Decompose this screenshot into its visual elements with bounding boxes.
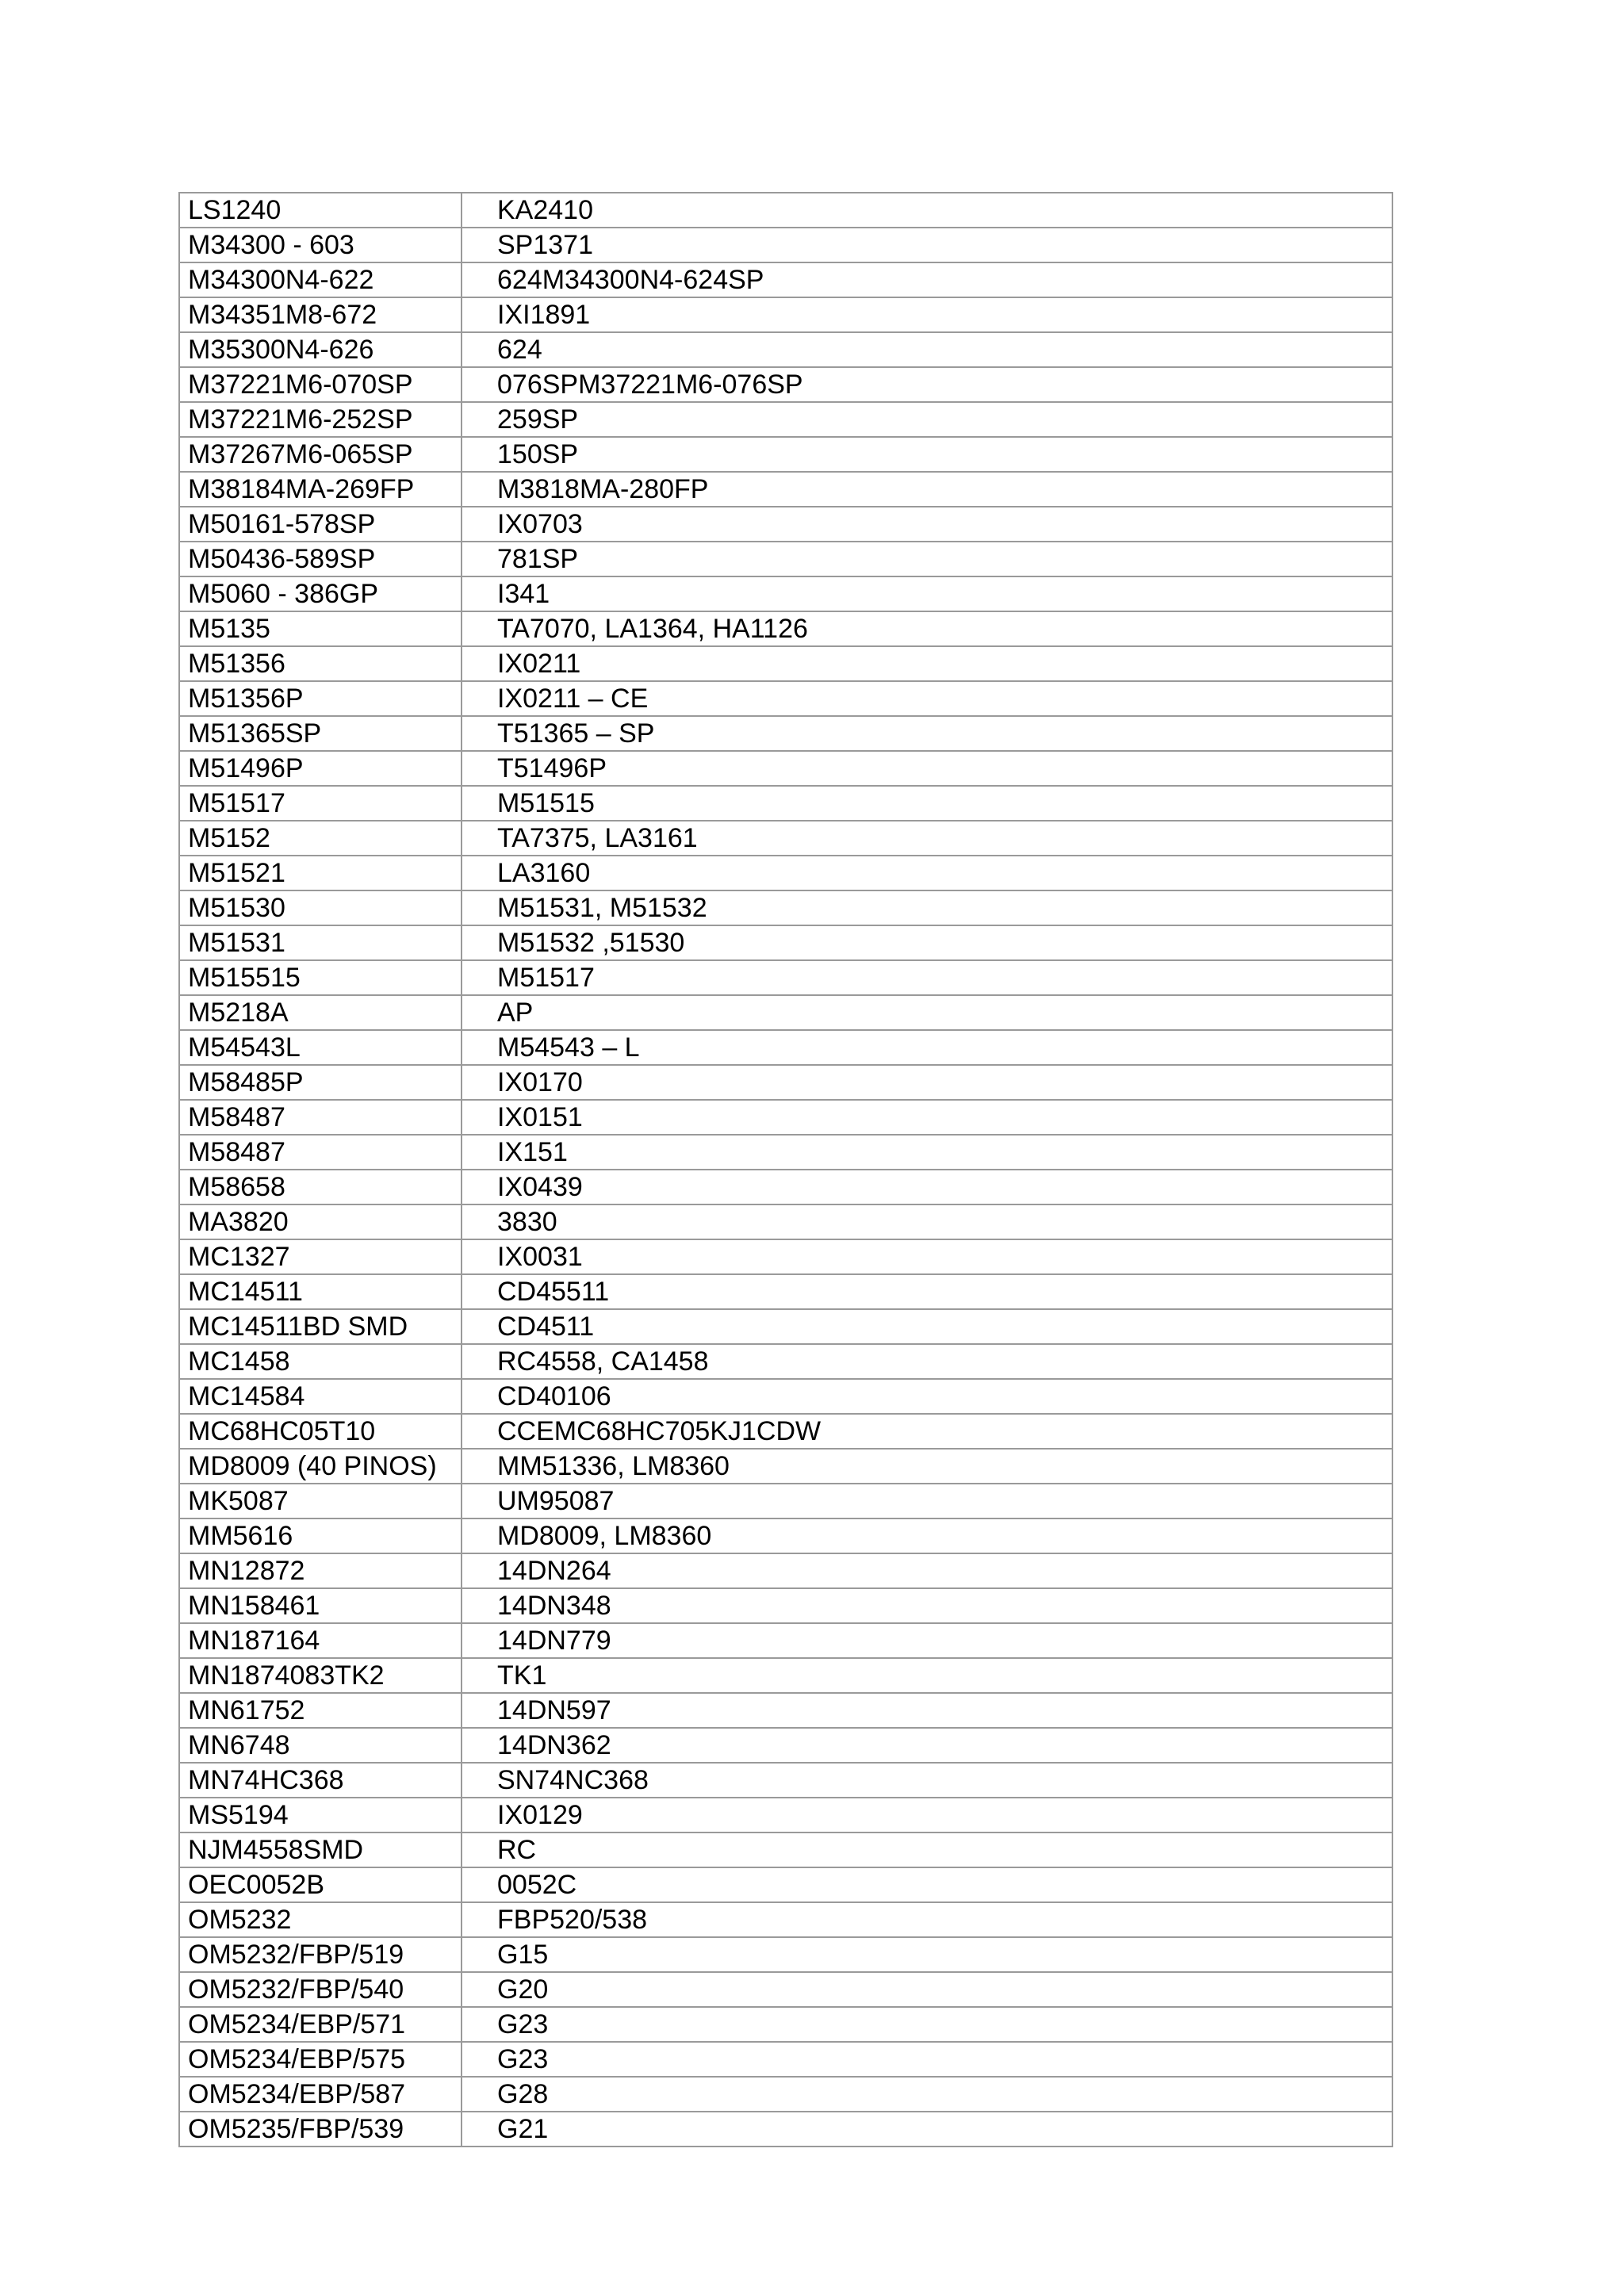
table-row [179,1518,1392,1553]
equivalent-cell: RC4558, CA1458 [462,1344,1392,1379]
equivalent-cell: RC [462,1833,1392,1867]
table-row [179,925,1392,960]
table-row [179,402,1392,437]
equivalent-cell: SN74NC368 [462,1763,1392,1798]
equivalent-cell: AP [462,995,1392,1030]
equivalent-cell: T51365 – SP [462,716,1392,751]
table-row [179,2112,1392,2147]
equivalent-cell: FBP520/538 [462,1902,1392,1937]
table-row [179,1693,1392,1728]
equivalent-cell: 259SP [462,402,1392,437]
equivalent-cell: M54543 – L [462,1030,1392,1065]
part-number-cell: M34300 - 603 [179,228,462,262]
table-row [179,472,1392,507]
equivalent-cell: I341 [462,576,1392,611]
part-number-cell: M51517 [179,786,462,821]
table-row [179,1239,1392,1274]
part-number-cell: OM5234/EBP/575 [179,2042,462,2077]
table-row [179,1204,1392,1239]
equivalent-cell: IX0703 [462,507,1392,542]
equivalent-cell: 624M34300N4-624SP [462,262,1392,297]
table-row [179,1728,1392,1763]
table-row [179,1553,1392,1588]
table-row [179,262,1392,297]
table-row [179,1344,1392,1379]
table-row [179,1763,1392,1798]
table-row [179,995,1392,1030]
part-number-cell: M35300N4-626 [179,332,462,367]
part-number-cell: M37221M6-070SP [179,367,462,402]
table-row [179,786,1392,821]
part-number-cell: OM5232 [179,1902,462,1937]
equivalent-cell: 624 [462,332,1392,367]
part-number-cell: M51530 [179,890,462,925]
part-number-cell: M58485P [179,1065,462,1100]
equivalent-cell: IX0170 [462,1065,1392,1100]
part-number-cell: MN6748 [179,1728,462,1763]
part-number-cell: MC1458 [179,1344,462,1379]
table-row [179,1972,1392,2007]
part-number-cell: MN1874083TK2 [179,1658,462,1693]
equivalent-cell: MM51336, LM8360 [462,1449,1392,1484]
table-row [179,1588,1392,1623]
table-row [179,1484,1392,1518]
table-row [179,1623,1392,1658]
equivalent-cell: G23 [462,2007,1392,2042]
equivalent-cell: T51496P [462,751,1392,786]
table-row [179,297,1392,332]
equivalent-cell: 14DN597 [462,1693,1392,1728]
table-row [179,1833,1392,1867]
table-row [179,1309,1392,1344]
equivalent-cell: TA7375, LA3161 [462,821,1392,856]
part-number-cell: M34300N4-622 [179,262,462,297]
table-row [179,1414,1392,1449]
table-row [179,1274,1392,1309]
equivalent-cell: 076SPM37221M6-076SP [462,367,1392,402]
part-number-cell: OEC0052B [179,1867,462,1902]
part-number-cell: M5152 [179,821,462,856]
equivalent-cell: SP1371 [462,228,1392,262]
table-row [179,1100,1392,1135]
part-number-cell: MC14511BD SMD [179,1309,462,1344]
equivalent-cell: CCEMC68HC705KJ1CDW [462,1414,1392,1449]
table-row [179,1135,1392,1170]
part-number-cell: M51356P [179,681,462,716]
part-number-cell: MS5194 [179,1798,462,1833]
part-number-cell: MN187164 [179,1623,462,1658]
equivalent-cell: IX0151 [462,1100,1392,1135]
equivalent-cell: 781SP [462,542,1392,576]
equivalent-cell: CD45511 [462,1274,1392,1309]
equivalent-cell: G15 [462,1937,1392,1972]
part-number-cell: M37221M6-252SP [179,402,462,437]
equivalence-table-body [179,193,1392,2147]
part-number-cell: OM5234/EBP/587 [179,2077,462,2112]
equivalence-table [178,192,1393,2147]
table-row [179,1449,1392,1484]
part-number-cell: M5218A [179,995,462,1030]
table-row [179,2007,1392,2042]
equivalent-cell: TK1 [462,1658,1392,1693]
part-number-cell: M5060 - 386GP [179,576,462,611]
equivalent-cell: CD40106 [462,1379,1392,1414]
table-row [179,751,1392,786]
equivalent-cell: M51517 [462,960,1392,995]
table-row [179,821,1392,856]
equivalent-cell: LA3160 [462,856,1392,890]
part-number-cell: MC1327 [179,1239,462,1274]
equivalent-cell: 0052C [462,1867,1392,1902]
part-number-cell: LS1240 [179,193,462,228]
table-row [179,542,1392,576]
table-row [179,1170,1392,1204]
equivalent-cell: G20 [462,1972,1392,2007]
equivalent-cell: IXI1891 [462,297,1392,332]
part-number-cell: OM5232/FBP/519 [179,1937,462,1972]
part-number-cell: M51531 [179,925,462,960]
part-number-cell: MN61752 [179,1693,462,1728]
equivalent-cell: TA7070, LA1364, HA1126 [462,611,1392,646]
equivalent-cell: IX0211 – CE [462,681,1392,716]
part-number-cell: M34351M8-672 [179,297,462,332]
table-row [179,1937,1392,1972]
part-number-cell: M515515 [179,960,462,995]
part-number-cell: MN12872 [179,1553,462,1588]
equivalent-cell: M51532 ,51530 [462,925,1392,960]
equivalent-cell: UM95087 [462,1484,1392,1518]
equivalent-cell: 150SP [462,437,1392,472]
equivalent-cell: M3818MA-280FP [462,472,1392,507]
table-row [179,856,1392,890]
equivalent-cell: IX0211 [462,646,1392,681]
table-row [179,1379,1392,1414]
table-row [179,437,1392,472]
part-number-cell: M51356 [179,646,462,681]
table-row [179,367,1392,402]
table-row [179,193,1392,228]
part-number-cell: NJM4558SMD [179,1833,462,1867]
equivalent-cell: 14DN264 [462,1553,1392,1588]
part-number-cell: MM5616 [179,1518,462,1553]
part-number-cell: MA3820 [179,1204,462,1239]
part-number-cell: MN74HC368 [179,1763,462,1798]
equivalent-cell: 14DN779 [462,1623,1392,1658]
part-number-cell: M50436-589SP [179,542,462,576]
equivalent-cell: 3830 [462,1204,1392,1239]
table-row [179,1902,1392,1937]
table-row [179,716,1392,751]
part-number-cell: OM5235/FBP/539 [179,2112,462,2147]
table-row [179,646,1392,681]
part-number-cell: OM5232/FBP/540 [179,1972,462,2007]
part-number-cell: MC14584 [179,1379,462,1414]
table-row [179,960,1392,995]
part-number-cell: M51496P [179,751,462,786]
equivalent-cell: IX0439 [462,1170,1392,1204]
equivalent-cell: KA2410 [462,193,1392,228]
equivalent-cell: MD8009, LM8360 [462,1518,1392,1553]
equivalent-cell: IX151 [462,1135,1392,1170]
equivalent-cell: M51531, M51532 [462,890,1392,925]
part-number-cell: M51365SP [179,716,462,751]
part-number-cell: OM5234/EBP/571 [179,2007,462,2042]
table-row [179,332,1392,367]
part-number-cell: M58487 [179,1135,462,1170]
table-row [179,576,1392,611]
part-number-cell: M51521 [179,856,462,890]
table-row [179,228,1392,262]
table-row [179,2077,1392,2112]
part-number-cell: M58487 [179,1100,462,1135]
part-number-cell: M54543L [179,1030,462,1065]
equivalent-cell: M51515 [462,786,1392,821]
equivalent-cell: G28 [462,2077,1392,2112]
table-row [179,890,1392,925]
part-number-cell: M58658 [179,1170,462,1204]
part-number-cell: MC68HC05T10 [179,1414,462,1449]
table-row [179,1867,1392,1902]
part-number-cell: M5135 [179,611,462,646]
table-row [179,1030,1392,1065]
equivalent-cell: IX0129 [462,1798,1392,1833]
table-row [179,1065,1392,1100]
table-row [179,611,1392,646]
table-row [179,507,1392,542]
table-row [179,681,1392,716]
equivalent-cell: CD4511 [462,1309,1392,1344]
part-number-cell: MN158461 [179,1588,462,1623]
part-number-cell: MC14511 [179,1274,462,1309]
table-row [179,2042,1392,2077]
equivalent-cell: IX0031 [462,1239,1392,1274]
equivalent-cell: 14DN362 [462,1728,1392,1763]
part-number-cell: M37267M6-065SP [179,437,462,472]
equivalent-cell: 14DN348 [462,1588,1392,1623]
part-number-cell: M38184MA-269FP [179,472,462,507]
part-number-cell: MD8009 (40 PINOS) [179,1449,462,1484]
equivalent-cell: G21 [462,2112,1392,2147]
part-number-cell: M50161-578SP [179,507,462,542]
equivalent-cell: G23 [462,2042,1392,2077]
table-row [179,1798,1392,1833]
table-row [179,1658,1392,1693]
part-number-cell: MK5087 [179,1484,462,1518]
